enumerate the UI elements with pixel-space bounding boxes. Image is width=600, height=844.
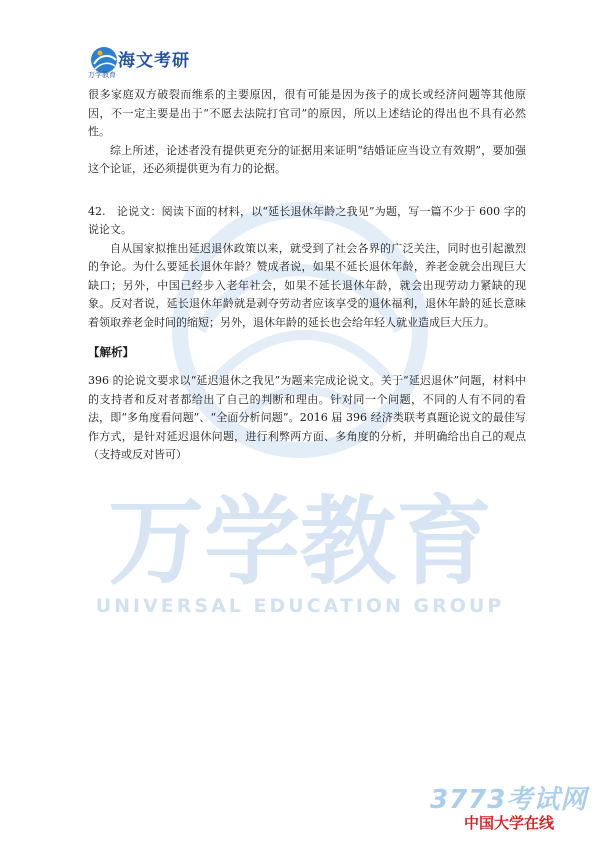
question-material: 自从国家拟推出延迟退休政策以来，就受到了社会各界的广泛关注，同时也引起激烈的争论。为什么要延长退休年龄？赞成者说，如果不延长退休年龄，养老金就会出现巨大缺口；另外，中国已经步入老年社会，如果不延长退休年龄，就会出现劳动力紧缺的现象。反对者说，延长退休年龄就是剥夺劳动者应该享受的退休福利，退休年龄的延长意味着领取养老金时间的缩短；另外，退休年龄的延长也会给年轻人就业造成巨大压力。	[88, 241, 526, 329]
analysis-title: 【解析】	[88, 345, 134, 359]
analysis-text: 396 的论说文要求以“延迟退休之我见”为题来完成论说文。关于“延迟退休”问题，材料中的支持者和反对者都给出了自己的判断和理由。针对同一个问题，不同的人有不同的看法，即“多角度看问题”、“全面分析问题”。2016 届 396 经济类联考真题论说文的最佳写作方式，是针对延迟退休问题，进行利弊两方面、多角度的分析，并明确给出自己的观点（支持或反对皆可）	[88, 374, 526, 461]
question-text: 42. 论说文：阅读下面的材料，以“延长退休年龄之我见”为题，写一篇不少于 600 字的说论文。	[88, 204, 526, 236]
question-42	[88, 203, 526, 333]
footer-site-number: 3773考试网	[430, 785, 588, 815]
brand-subtitle: 万学教育	[88, 71, 116, 79]
paragraph-2: 综上所述，论述者没有提供更充分的证据用来证明“结婚证应当设立有效期”，要加强这个论证，还必须提供更为有力的论据。	[88, 143, 526, 175]
paragraph-1: 很多家庭双方破裂而维系的主要原因，很有可能是因为孩子的成长或经济问题等其他原因，不一定主要是出于“不愿去法院打官司”的原因，所以上述结论的得出也不具有必然性。	[88, 88, 526, 138]
watermark-title: 万学教育	[108, 486, 492, 598]
watermark-subtitle: UNIVERSAL EDUCATION GROUP	[95, 595, 505, 617]
document-body	[88, 86, 526, 465]
footer-site-name: 中国大学在线	[464, 814, 555, 832]
brand-name: 海文考研	[118, 51, 190, 71]
